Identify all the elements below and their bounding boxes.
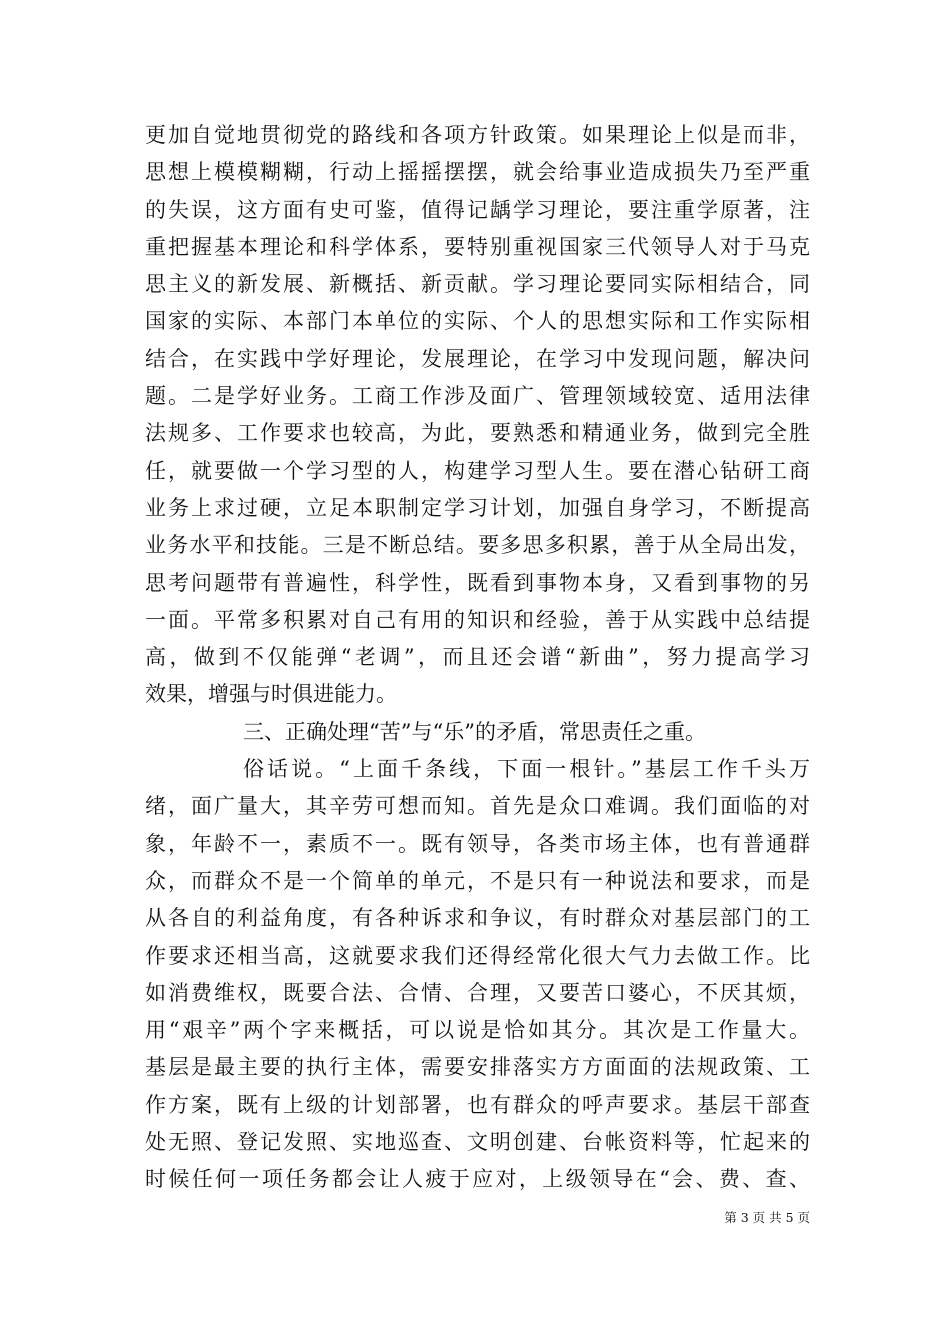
body-line: 法规多、工作要求也较高，为此，要熟悉和精通业务，做到完全胜 [145,421,810,446]
paragraph-line: 作要求还相当高，这就要求我们还得经常化很大气力去做工作。比 [145,943,810,968]
body-line: 结合，在实践中学好理论，发展理论，在学习中发现问题，解决问 [145,346,810,371]
body-line: 的失误，这方面有史可鉴，值得记龋学习理论，要注重学原著，注 [145,197,810,222]
body-line: 思考问题带有普遍性，科学性，既看到事物本身，又看到事物的另 [145,570,810,595]
body-line: 题。二是学好业务。工商工作涉及面广、管理领域较宽、适用法律 [145,384,810,409]
body-line: 国家的实际、本部门本单位的实际、个人的思想实际和工作实际相 [145,309,810,334]
body-line: 业务水平和技能。三是不断总结。要多思多积累，善于从全局出发， [145,533,810,558]
paragraph-line: 象，年龄不一，素质不一。既有领导，各类市场主体，也有普通群 [145,831,810,856]
body-line: 任，就要做一个学习型的人，构建学习型人生。要在潜心钻研工商 [145,458,810,483]
paragraph-line: 时候任何一项任务都会让人疲于应对，上级领导在“会、费、查、 [145,1167,810,1192]
paragraph-line: 作方案，既有上级的计划部署，也有群众的呼声要求。基层干部查 [145,1092,810,1117]
paragraph-line: 基层是最主要的执行主体，需要安排落实方方面面的法规政策、工 [145,1055,810,1080]
body-line: 效果，增强与时俱进能力。 [145,682,397,707]
paragraph-line: 俗话说。“上面千条线，下面一根针。”基层工作千头万 [243,757,810,782]
body-line: 重把握基本理论和科学体系，要特别重视国家三代领导人对于马克 [145,234,810,259]
paragraph-line: 绪，面广量大，其辛劳可想而知。首先是众口难调。我们面临的对 [145,794,810,819]
page-number: 第 3 页 共 5 页 [724,1210,810,1225]
paragraph-line: 从各自的利益角度，有各种诉求和争议，有时群众对基层部门的工 [145,906,810,931]
paragraph-line: 用“艰辛”两个字来概括，可以说是恰如其分。其次是工作量大。 [145,1018,810,1043]
body-line: 思想上模模糊糊，行动上摇摇摆摆，就会给事业造成损失乃至严重 [145,160,810,185]
body-line: 业务上求过硬，立足本职制定学习计划，加强自身学习，不断提高 [145,495,810,520]
body-line: 高，做到不仅能弹“老调”，而且还会谱“新曲”，努力提高学习 [145,645,810,670]
document-body [145,117,810,1199]
body-line: 思主义的新发展、新概括、新贡献。学习理论要同实际相结合，同 [145,272,810,297]
body-line: 更加自觉地贯彻党的路线和各项方针政策。如果理论上似是而非， [145,123,810,147]
paragraph-line: 如消费维权，既要合法、合情、合理，又要苦口婆心，不厌其烦， [145,980,810,1005]
paragraph-line: 处无照、登记发照、实地巡查、文明创建、台帐资料等，忙起来的 [145,1130,810,1155]
paragraph-line: 众，而群众不是一个简单的单元，不是只有一种说法和要求，而是 [145,868,810,893]
body-line: 一面。平常多积累对自己有用的知识和经验，善于从实践中总结提 [145,607,810,632]
section-heading: 三、正确处理“苦”与“乐”的矛盾，常思责任之重。 [243,719,706,744]
